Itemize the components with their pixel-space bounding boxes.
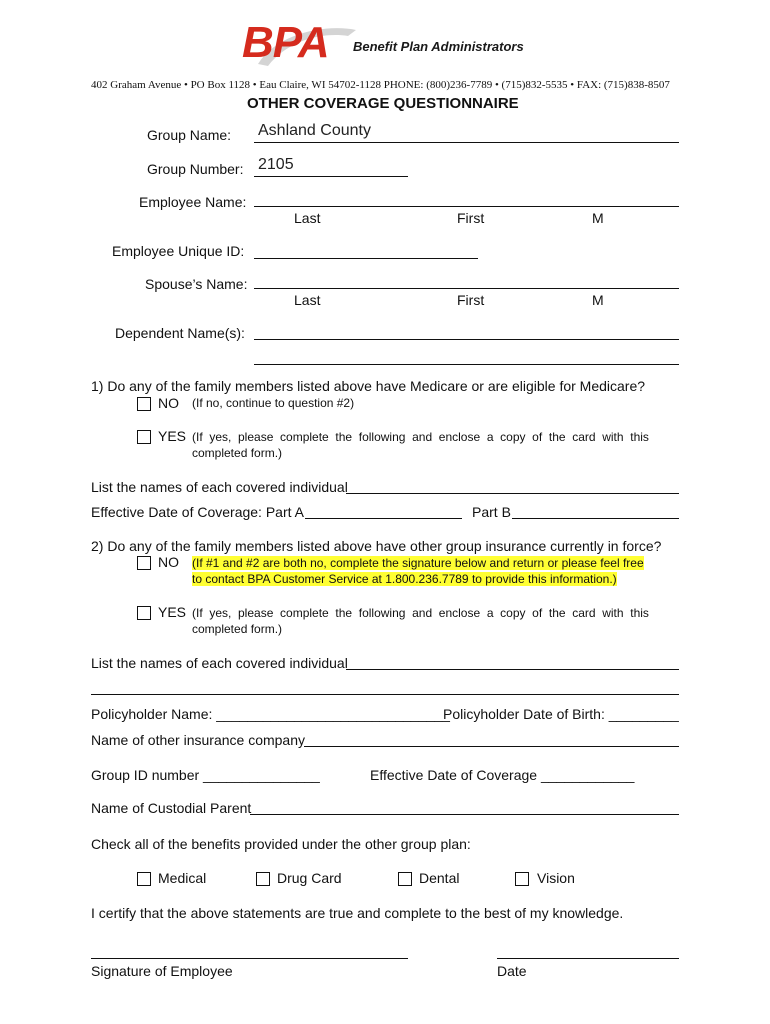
q1-list-names-label: List the names of each covered individual <box>91 479 348 495</box>
policyholder-name-label[interactable]: Policyholder Name: ______________________________ <box>91 706 450 722</box>
group-name-field[interactable] <box>254 142 679 143</box>
q1-yes-label: YES <box>158 428 187 444</box>
dependent-names-label: Dependent Name(s): <box>115 325 245 341</box>
q1-list-names-field[interactable] <box>346 493 679 494</box>
logo-subtitle: Benefit Plan Administrators <box>353 39 524 54</box>
check-benefits-label: Check all of the benefits provided under the other group plan: <box>91 836 471 852</box>
other-company-field[interactable] <box>304 746 679 747</box>
q2-question: 2) Do any of the family members listed above have other group insurance currently in force? <box>91 538 662 554</box>
employee-m-caption: M <box>592 210 604 226</box>
spouse-name-label: Spouse’s Name: <box>145 276 248 292</box>
employee-id-label: Employee Unique ID: <box>112 243 245 259</box>
q2-yes-checkbox[interactable] <box>137 606 151 620</box>
employee-name-label: Employee Name: <box>139 194 247 210</box>
q1-no-note: (If no, continue to question #2) <box>192 396 355 410</box>
q2-no-label: NO <box>158 554 179 570</box>
q2-list-names-field[interactable] <box>346 669 679 670</box>
q1-no-label: NO <box>158 395 179 411</box>
date-field[interactable] <box>497 958 679 959</box>
q2-yes-note-2: completed form.) <box>192 622 283 636</box>
group-number-value: 2105 <box>258 156 294 173</box>
address-line: 402 Graham Avenue • PO Box 1128 • Eau Claire, WI 54702-1128 PHONE: (800)236-7789 • (715)832-5535 • FAX: (715)838-8507 <box>91 79 670 91</box>
dependent-names-field-1[interactable] <box>254 339 679 340</box>
benefit-dental-checkbox[interactable] <box>398 872 412 886</box>
q1-part-b-label: Part B <box>472 504 511 520</box>
signature-label: Signature of Employee <box>91 963 233 979</box>
group-name-label: Group Name: <box>147 127 232 143</box>
dependent-names-field-2[interactable] <box>254 364 679 365</box>
q2-no-checkbox[interactable] <box>137 556 151 570</box>
benefit-drug-card-checkbox[interactable] <box>256 872 270 886</box>
q2-list-names-label: List the names of each covered individual <box>91 655 348 671</box>
other-company-label: Name of other insurance company <box>91 732 305 748</box>
q1-yes-note-1: (If yes, please complete the following and enclose a copy of the card with this <box>192 430 649 444</box>
group-id-label[interactable]: Group ID number _______________ <box>91 767 320 783</box>
benefit-vision-checkbox[interactable] <box>515 872 529 886</box>
spouse-name-field[interactable] <box>254 288 679 289</box>
group-name-value: Ashland County <box>258 122 371 139</box>
benefit-medical-checkbox[interactable] <box>137 872 151 886</box>
q1-part-a-field[interactable] <box>305 518 462 519</box>
q2-list-names-field-2[interactable] <box>91 694 679 695</box>
signature-field[interactable] <box>91 958 408 959</box>
q2-effective-date-label[interactable]: Effective Date of Coverage ____________ <box>370 767 635 783</box>
employee-name-field[interactable] <box>254 206 679 207</box>
benefit-drug-card-label: Drug Card <box>277 870 342 886</box>
q1-question: 1) Do any of the family members listed above have Medicare or are eligible for Medicare? <box>91 378 646 394</box>
group-number-label: Group Number: <box>147 161 244 177</box>
q2-no-note-1: (If #1 and #2 are both no, complete the signature below and return or please feel free <box>192 556 644 570</box>
spouse-m-caption: M <box>592 292 604 308</box>
q1-yes-note-2: completed form.) <box>192 446 283 460</box>
spouse-last-caption: Last <box>294 292 321 308</box>
custodial-parent-field[interactable] <box>250 814 679 815</box>
benefit-vision-label: Vision <box>537 870 575 886</box>
group-number-field[interactable] <box>254 176 408 177</box>
employee-id-field[interactable] <box>254 258 478 259</box>
q1-effective-date-label: Effective Date of Coverage: Part A <box>91 504 304 520</box>
q1-yes-checkbox[interactable] <box>137 430 151 444</box>
q1-part-b-field[interactable] <box>512 518 679 519</box>
bpa-logo <box>238 18 538 72</box>
q2-yes-note-1: (If yes, please complete the following and enclose a copy of the card with this <box>192 606 649 620</box>
certify-statement: I certify that the above statements are true and complete to the best of my knowledge. <box>91 905 624 921</box>
logo-text: BPA <box>242 18 329 67</box>
benefit-dental-label: Dental <box>419 870 460 886</box>
benefit-medical-label: Medical <box>158 870 207 886</box>
form-title: OTHER COVERAGE QUESTIONNAIRE <box>247 95 519 112</box>
policyholder-dob-label[interactable]: Policyholder Date of Birth: _________ <box>443 706 679 722</box>
custodial-parent-label: Name of Custodial Parent <box>91 800 252 816</box>
spouse-first-caption: First <box>457 292 485 308</box>
q1-no-checkbox[interactable] <box>137 397 151 411</box>
q2-yes-label: YES <box>158 604 187 620</box>
employee-first-caption: First <box>457 210 485 226</box>
employee-last-caption: Last <box>294 210 321 226</box>
q2-no-note-2: to contact BPA Customer Service at 1.800.236.7789 to provide this information.) <box>192 572 617 586</box>
date-label: Date <box>497 963 527 979</box>
